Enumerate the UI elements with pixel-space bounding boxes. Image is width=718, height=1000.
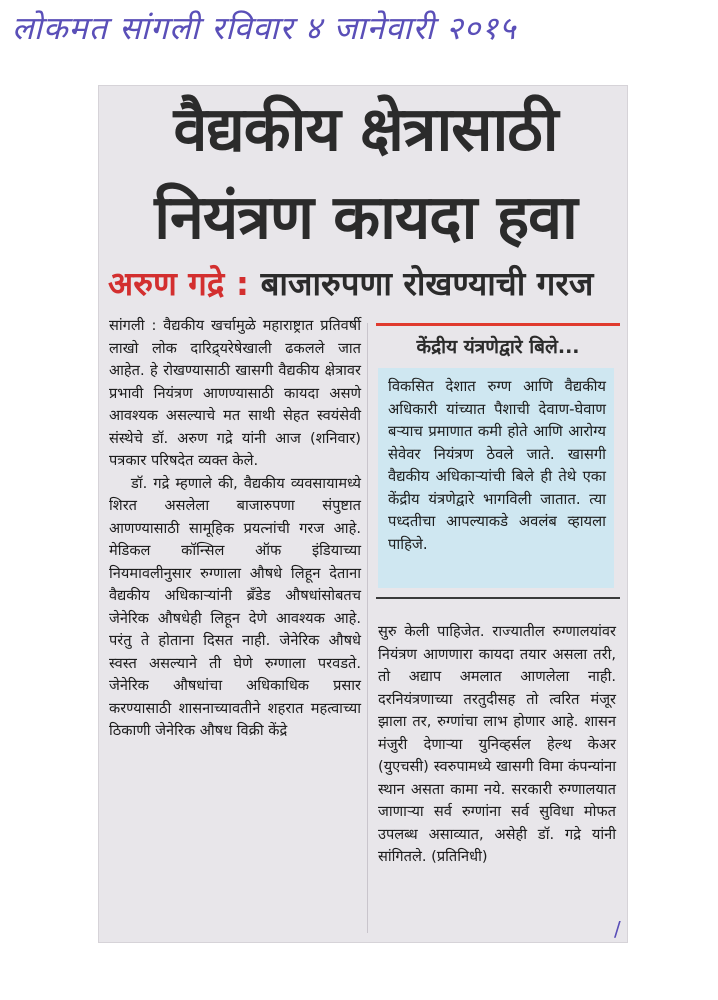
- article-left-column: [109, 315, 361, 743]
- subheadline-text: बाजारुपणा रोखण्याची गरज: [260, 264, 594, 303]
- subheadline: [108, 262, 623, 306]
- article-right-column: [378, 621, 616, 869]
- headline-line-1: वैद्यकीय क्षेत्रासाठी: [173, 94, 558, 165]
- article-paragraph-3: सुरु केली पाहिजेत. राज्यातील रुग्णालयांवर नियंत्रण आणणारा कायदा तयार असला तरी, तो अद्याप अमलात आणलेला नाही. दरनियंत्रणाच्या तरतुदीसह तो त्वरित मंजूर झाला तर, रुग्णांचा लाभ होणार आहे. शासन मंजुरी देणाऱ्या युनिव्हर्सल हेल्थ केअर (युएचसी) स्वरुपामध्ये खासगी विमा कंपन्यांना स्थान असता कामा नये. सरकारी रुग्णालयात जाणाऱ्या सर्व रुग्णांना सर्व सुविधा मोफत उपलब्ध असाव्यात, असेही डॉ. गद्रे यांनी सांगितले. (प्रतिनिधी): [378, 623, 616, 865]
- article-paragraph-1: सांगली : वैद्यकीय खर्चामुळे महाराष्ट्रात प्रतिवर्षी लाखो लोक दारिद्र्यरेषेखाली ढकलले जात आहेत. हे रोखण्यासाठी खासगी वैद्यकीय क्षेत्रावर प्रभावी नियंत्रण आणण्यासाठी कायदा असणे आवश्यक असल्याचे मत साथी सेहत स्वयंसेवी संस्थेचे डॉ. अरुण गद्रे यांनी आज (शनिवार) पत्रकार परिषदेत व्यक्त केले.: [109, 317, 361, 469]
- sidebar-top-rule: [376, 323, 620, 326]
- subheadline-name: अरुण गद्रे :: [108, 264, 250, 303]
- article-paragraph-2: डॉ. गद्रे म्हणाले की, वैद्यकीय व्यवसायामध्ये शिरत असलेला बाजारुपणा संपुष्टात आणण्यासाठी सामूहिक प्रयत्नांची गरज आहे. मेडिकल कॉन्सिल ऑफ इंडियाच्या नियमावलीनुसार रुग्णाला औषधे लिहून देताना वैद्यकीय अधिकाऱ्यांनी ब्रँडेड औषधांसोबतच जेनेरिक औषधेही लिहून देणे आवश्यक आहे. परंतु ते होताना दिसत नाही. जेनेरिक औषधे स्वस्त असल्याने ती घेणे रुग्णाला परवडते. जेनेरिक औषधांचा अधिकाधिक प्रसार करण्यासाठी शासनाच्यावतीने शहरात महत्वाच्या ठिकाणी जेनेरिक औषध विक्री केंद्रे: [109, 474, 361, 739]
- newspaper-clipping: [98, 85, 628, 943]
- handwritten-date-note: लोकमत सांगली रविवार ४ जानेवारी २०१५: [12, 9, 517, 47]
- pen-tick-mark: /: [614, 917, 621, 941]
- sidebar-bottom-rule: [376, 597, 620, 599]
- sidebar-title: केंद्रीय यंत्रणेद्वारे बिले...: [416, 336, 580, 358]
- sidebar-box: [378, 368, 614, 588]
- sidebar-text: विकसित देशात रुग्ण आणि वैद्यकीय अधिकारी यांच्यात पैशाची देवाण-घेवाण बऱ्याच प्रमाणात कमी होते आणि आरोग्य सेवेवर नियंत्रण ठेवले जाते. खासगी वैद्यकीय अधिकाऱ्यांची बिले ही तेथे एका केंद्रीय यंत्रणेद्वारे भागविली जातात. त्या पध्दतीचा आपल्याकडे अवलंब व्हायला पाहिजे.: [388, 378, 606, 553]
- column-divider: [367, 323, 368, 933]
- headline-line-2: नियंत्रण कायदा हवा: [154, 182, 577, 253]
